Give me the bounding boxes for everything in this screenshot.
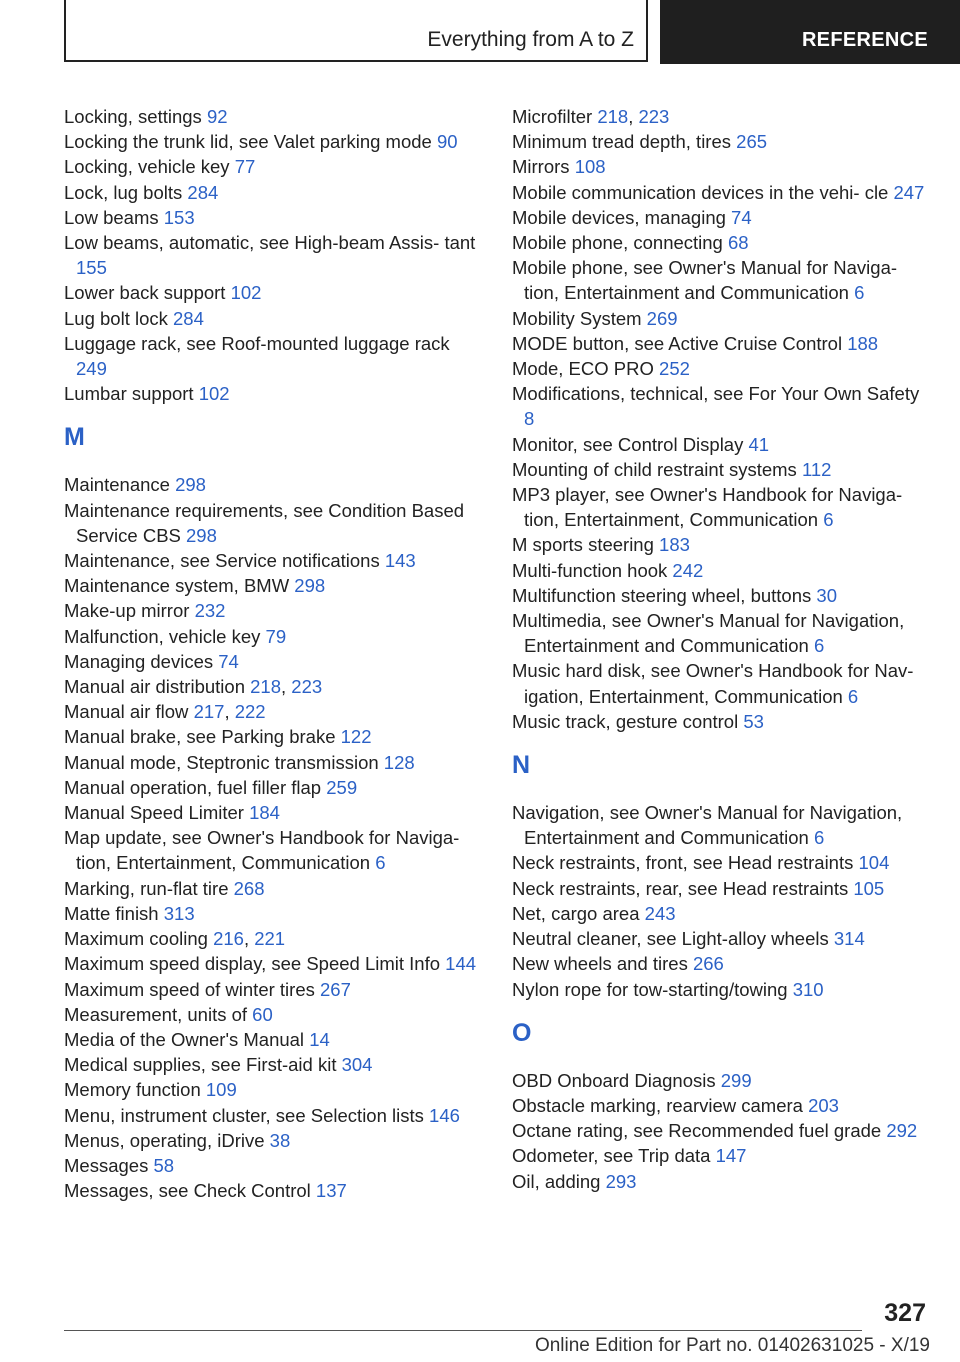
index-entry bbox=[512, 205, 932, 230]
page-reference-link[interactable]: 265 bbox=[736, 131, 768, 153]
index-entry bbox=[512, 800, 932, 850]
page-reference-link[interactable]: 102 bbox=[198, 383, 230, 405]
index-entry bbox=[64, 230, 484, 280]
index-entry-text: Neutral cleaner, see Light-alloy wheels bbox=[512, 928, 829, 950]
index-entry-text: Measurement, units of bbox=[64, 1003, 248, 1025]
index-entry-text: Manual mode, Steptronic transmission bbox=[64, 751, 379, 773]
index-entry-text: Maintenance requirements, see Condition Based Service CBS bbox=[64, 499, 465, 546]
index-entry bbox=[64, 154, 484, 179]
page-reference-link[interactable]: 74 bbox=[731, 206, 752, 228]
page-reference-link[interactable]: 243 bbox=[644, 902, 676, 924]
page-reference-link[interactable]: 314 bbox=[833, 928, 865, 950]
page-reference-link[interactable]: 6 bbox=[847, 685, 859, 707]
index-entry-text: Neck restraints, front, see Head restraints bbox=[512, 852, 854, 874]
page-reference-link[interactable]: 146 bbox=[429, 1104, 460, 1126]
index-entry-text: Lower back support bbox=[64, 282, 226, 304]
index-entry-text: Lock, lug bolts bbox=[64, 181, 183, 203]
page-reference-link[interactable]: 298 bbox=[294, 575, 326, 597]
index-entry bbox=[64, 306, 484, 331]
index-entry-text: Mode, ECO PRO bbox=[512, 358, 654, 380]
index-entry-text: Manual Speed Limiter bbox=[64, 802, 244, 824]
index-entry-text: Net, cargo area bbox=[512, 902, 640, 924]
index-entry-text: Obstacle marking, rearview camera bbox=[512, 1094, 803, 1116]
page-reference-link[interactable]: 284 bbox=[173, 307, 204, 329]
page-reference-link[interactable]: 266 bbox=[692, 953, 724, 975]
page-reference-link[interactable]: 6 bbox=[814, 827, 825, 849]
page-reference-link[interactable]: 183 bbox=[659, 534, 690, 556]
page-reference-link[interactable]: 222 bbox=[234, 701, 266, 723]
index-entry bbox=[64, 825, 484, 875]
page-reference-link[interactable]: 292 bbox=[886, 1120, 918, 1142]
page-separator: , bbox=[243, 928, 250, 950]
index-entry bbox=[512, 901, 932, 926]
index-entry bbox=[512, 482, 932, 532]
index-entry-text: Lug bolt lock bbox=[64, 307, 168, 329]
page-reference-link[interactable]: 298 bbox=[186, 524, 217, 546]
page-reference-link[interactable]: 299 bbox=[720, 1069, 752, 1091]
page-header bbox=[64, 0, 960, 66]
index-entry bbox=[512, 583, 932, 608]
index-entry bbox=[64, 205, 484, 230]
index-entry bbox=[512, 129, 932, 154]
footer-rule bbox=[64, 1330, 862, 1331]
page-reference-link[interactable]: 112 bbox=[801, 458, 832, 480]
index-entry-text: Memory function bbox=[64, 1079, 201, 1101]
chapter-tab bbox=[660, 0, 960, 64]
index-entry bbox=[512, 608, 932, 658]
index-entry-text: Locking, settings bbox=[64, 106, 202, 127]
index-entry bbox=[512, 658, 932, 708]
index-entry-text: Maximum cooling bbox=[64, 928, 208, 950]
page-reference-link[interactable]: 203 bbox=[808, 1094, 839, 1116]
index-entry-text: Malfunction, vehicle key bbox=[64, 625, 261, 647]
index-entry-text: Modifications, technical, see For Your Own Safety bbox=[512, 383, 920, 405]
page-reference-link[interactable]: 298 bbox=[175, 474, 206, 496]
index-entry bbox=[512, 1143, 932, 1168]
index-entry-text: Manual air flow bbox=[64, 701, 189, 723]
index-entry bbox=[512, 230, 932, 255]
page-reference-link[interactable]: 304 bbox=[341, 1054, 373, 1076]
footer-edition: Online Edition for Part no. 01402631025 - X/19 bbox=[534, 1335, 930, 1356]
index-entry-text: Maintenance bbox=[64, 474, 170, 496]
page-reference-link[interactable]: 313 bbox=[163, 902, 195, 924]
page-reference-link[interactable]: 8 bbox=[524, 408, 535, 430]
page-reference-link[interactable]: 109 bbox=[205, 1079, 237, 1101]
index-entry bbox=[64, 926, 484, 951]
index-entry-text: Mounting of child restraint systems bbox=[512, 458, 797, 480]
page-reference-link[interactable]: 79 bbox=[265, 625, 287, 647]
index-entry bbox=[64, 1002, 484, 1027]
page-reference-link[interactable]: 38 bbox=[269, 1129, 291, 1151]
index-letter-heading: M bbox=[64, 423, 85, 452]
index-entry bbox=[64, 1077, 484, 1102]
index-entry-text: Locking, vehicle key bbox=[64, 156, 230, 178]
page-reference-link[interactable]: 6 bbox=[814, 635, 825, 657]
index-entry-text: Multi-function hook bbox=[512, 559, 668, 581]
index-entry bbox=[64, 624, 484, 649]
page-reference-link[interactable]: 74 bbox=[218, 650, 239, 672]
page-reference-link[interactable]: 188 bbox=[847, 332, 879, 354]
index-entry bbox=[512, 457, 932, 482]
page-reference-link[interactable]: 217 bbox=[193, 701, 225, 723]
page-reference-link[interactable]: 108 bbox=[574, 156, 606, 178]
index-entry-text: Managing devices bbox=[64, 650, 214, 672]
index-entry bbox=[64, 775, 484, 800]
index-entry bbox=[64, 750, 484, 775]
index-entry bbox=[64, 598, 484, 623]
page-reference-link[interactable]: 105 bbox=[853, 877, 885, 899]
page-reference-link[interactable]: 218 bbox=[250, 676, 281, 698]
index-entry-text: New wheels and tires bbox=[512, 953, 688, 975]
page-reference-link[interactable]: 284 bbox=[187, 181, 219, 203]
index-entry-text: Matte finish bbox=[64, 902, 159, 924]
index-entry-text: Navigation, see Owner's Manual for Navigation, Entertainment and Communication bbox=[512, 802, 903, 849]
index-entry bbox=[64, 331, 484, 381]
page-reference-link[interactable]: 68 bbox=[728, 232, 749, 254]
index-entry bbox=[64, 724, 484, 749]
index-entry-text: OBD Onboard Diagnosis bbox=[512, 1069, 716, 1091]
page-reference-link[interactable]: 249 bbox=[76, 358, 107, 380]
index-entry-text: Marking, run-flat tire bbox=[64, 877, 229, 899]
page-reference-link[interactable]: 6 bbox=[823, 509, 834, 531]
index-entry bbox=[512, 977, 932, 1002]
index-entry bbox=[512, 850, 932, 875]
index-entry bbox=[64, 104, 484, 129]
index-entry-text: Mirrors bbox=[512, 156, 570, 178]
index-column-right bbox=[512, 104, 932, 1194]
index-entry bbox=[64, 951, 484, 976]
page-reference-link[interactable]: 221 bbox=[254, 928, 286, 950]
index-entry bbox=[64, 498, 484, 548]
index-entry bbox=[64, 180, 484, 205]
page-reference-link[interactable]: 53 bbox=[743, 710, 764, 732]
index-entry-text: Mobile devices, managing bbox=[512, 206, 726, 228]
page-reference-link[interactable]: 137 bbox=[315, 1180, 347, 1202]
index-entry-text: Microfilter bbox=[512, 106, 593, 127]
page-reference-link[interactable]: 92 bbox=[206, 106, 228, 127]
index-entry bbox=[64, 1103, 484, 1128]
index-entry-text: Messages, see Check Control bbox=[64, 1180, 311, 1202]
index-entry bbox=[64, 977, 484, 1002]
index-entry-text: Oil, adding bbox=[512, 1170, 601, 1192]
page-reference-link[interactable]: 218 bbox=[597, 106, 629, 127]
index-entry-text: Manual operation, fuel filler flap bbox=[64, 776, 322, 798]
page-reference-link[interactable]: 223 bbox=[291, 676, 323, 698]
page-reference-link[interactable]: 310 bbox=[792, 978, 824, 1000]
index-entry bbox=[64, 1027, 484, 1052]
page-reference-link[interactable]: 143 bbox=[384, 550, 416, 572]
page-reference-link[interactable]: 223 bbox=[638, 106, 670, 127]
page-reference-link[interactable]: 269 bbox=[646, 307, 678, 329]
index-entry-text: Medical supplies, see First-aid kit bbox=[64, 1054, 337, 1076]
index-entry-text: Make-up mirror bbox=[64, 600, 190, 622]
index-entry bbox=[64, 1178, 484, 1203]
index-entry bbox=[512, 255, 932, 305]
index-entry-text: Menus, operating, iDrive bbox=[64, 1129, 265, 1151]
index-entry-text: Mobile phone, see Owner's Manual for Naviga‐ tion, Entertainment and Communication bbox=[512, 257, 898, 304]
page-separator: , bbox=[281, 676, 287, 698]
index-entry bbox=[512, 1068, 932, 1093]
index-entry bbox=[512, 709, 932, 734]
index-entry-text: Maintenance, see Service notifications bbox=[64, 550, 380, 572]
index-entry bbox=[64, 280, 484, 305]
page-reference-link[interactable]: 6 bbox=[375, 852, 386, 874]
index-entry bbox=[64, 573, 484, 598]
index-entry-text: Menu, instrument cluster, see Selection lists bbox=[64, 1104, 424, 1126]
section-tab bbox=[64, 0, 648, 62]
section-title: Everything from A to Z bbox=[427, 28, 634, 51]
index-entry-text: Maximum speed of winter tires bbox=[64, 978, 315, 1000]
page-reference-link[interactable]: 268 bbox=[233, 877, 265, 899]
index-entry-text: Music track, gesture control bbox=[512, 710, 739, 732]
page-separator: , bbox=[224, 701, 230, 723]
index-entry bbox=[64, 699, 484, 724]
page-reference-link[interactable]: 41 bbox=[748, 433, 770, 455]
page-reference-link[interactable]: 90 bbox=[436, 131, 458, 153]
index-letter-heading: O bbox=[512, 1018, 532, 1047]
page-reference-link[interactable]: 267 bbox=[320, 978, 351, 1000]
index-entry bbox=[512, 331, 932, 356]
index-entry-text: Music hard disk, see Owner's Handbook for Nav‐ igation, Entertainment, Communication bbox=[512, 660, 914, 707]
index-entry bbox=[512, 306, 932, 331]
index-entry-text: Neck restraints, rear, see Head restraints bbox=[512, 877, 849, 899]
chapter-title: REFERENCE bbox=[801, 29, 928, 51]
index-entry bbox=[512, 926, 932, 951]
index-entry bbox=[512, 154, 932, 179]
page-reference-link[interactable]: 60 bbox=[252, 1003, 273, 1025]
page-reference-link[interactable]: 58 bbox=[153, 1154, 175, 1176]
index-entry bbox=[64, 876, 484, 901]
page-separator: , bbox=[628, 106, 634, 127]
index-entry-text: Lumbar support bbox=[64, 383, 194, 405]
page-reference-link[interactable]: 14 bbox=[309, 1028, 330, 1050]
page-reference-link[interactable]: 77 bbox=[234, 156, 256, 178]
index-entry bbox=[512, 432, 932, 457]
index-entry bbox=[512, 180, 932, 205]
index-entry bbox=[64, 1052, 484, 1077]
index-entry bbox=[64, 800, 484, 825]
index-entry bbox=[512, 381, 932, 431]
index-entry-text: Low beams, automatic, see High-beam Assis‐ tant bbox=[64, 232, 476, 254]
index-entry-text: Media of the Owner's Manual bbox=[64, 1028, 305, 1050]
page-number: 327 bbox=[884, 1299, 926, 1327]
index-entry bbox=[512, 104, 932, 129]
index-entry bbox=[512, 1093, 932, 1118]
index-entry-text: Luggage rack, see Roof-mounted luggage rack bbox=[64, 332, 450, 354]
page-reference-link[interactable]: 259 bbox=[326, 776, 358, 798]
page-reference-link[interactable]: 30 bbox=[816, 584, 837, 606]
index-entry-text: Manual brake, see Parking brake bbox=[64, 726, 336, 748]
index-entry-text: M sports steering bbox=[512, 534, 654, 556]
page-reference-link[interactable]: 153 bbox=[163, 206, 195, 228]
index-entry bbox=[512, 1169, 932, 1194]
page-reference-link[interactable]: 128 bbox=[383, 751, 415, 773]
index-entry bbox=[512, 532, 932, 557]
index-entry-text: Minimum tread depth, tires bbox=[512, 131, 732, 153]
page-reference-link[interactable]: 104 bbox=[858, 852, 890, 874]
index-entry-text: Monitor, see Control Display bbox=[512, 433, 744, 455]
index-entry bbox=[64, 548, 484, 573]
index-entry bbox=[512, 1118, 932, 1143]
index-entry-text: MP3 player, see Owner's Handbook for Naviga‐ tion, Entertainment, Communication bbox=[512, 484, 903, 531]
page-reference-link[interactable]: 147 bbox=[715, 1145, 747, 1167]
index-entry-text: Maximum speed display, see Speed Limit Info bbox=[64, 953, 441, 975]
page-reference-link[interactable]: 6 bbox=[854, 282, 865, 304]
index-letter-heading: N bbox=[512, 751, 531, 780]
index-entry-text: Low beams bbox=[64, 206, 159, 228]
index-entry-text: Locking the trunk lid, see Valet parking mode bbox=[64, 131, 432, 153]
index-entry-text: Multimedia, see Owner's Manual for Navigation, Entertainment and Communication bbox=[512, 610, 905, 657]
index-column-left bbox=[64, 104, 484, 1203]
index-entry bbox=[512, 558, 932, 583]
index-entry-text: Map update, see Owner's Handbook for Naviga‐ tion, Entertainment, Communication bbox=[64, 827, 460, 874]
index-entry-text: Nylon rope for tow-starting/towing bbox=[512, 978, 788, 1000]
index-entry bbox=[512, 876, 932, 901]
page-reference-link[interactable]: 232 bbox=[194, 600, 226, 622]
index-entry-text: MODE button, see Active Cruise Control bbox=[512, 332, 843, 354]
index-entry-text: Mobile communication devices in the vehi‐ cle bbox=[512, 181, 889, 203]
index-entry bbox=[64, 901, 484, 926]
index-entry-text: Odometer, see Trip data bbox=[512, 1145, 711, 1167]
page-reference-link[interactable]: 252 bbox=[659, 358, 690, 380]
page-reference-link[interactable]: 155 bbox=[76, 257, 107, 279]
index-entry-text: Multifunction steering wheel, buttons bbox=[512, 584, 812, 606]
index-entry bbox=[64, 674, 484, 699]
page-reference-link[interactable]: 184 bbox=[249, 802, 280, 824]
index-entry-text: Maintenance system, BMW bbox=[64, 575, 290, 597]
index-entry bbox=[64, 1128, 484, 1153]
index-entry-text: Messages bbox=[64, 1154, 149, 1176]
page-reference-link[interactable]: 102 bbox=[230, 282, 262, 304]
index-entry bbox=[64, 472, 484, 497]
index-entry bbox=[512, 951, 932, 976]
page-reference-link[interactable]: 122 bbox=[340, 726, 372, 748]
index-entry-text: Octane rating, see Recommended fuel grade bbox=[512, 1120, 882, 1142]
index-entry-text: Mobile phone, connecting bbox=[512, 232, 723, 254]
page-reference-link[interactable]: 216 bbox=[213, 928, 244, 950]
index-entry bbox=[64, 129, 484, 154]
page-reference-link[interactable]: 242 bbox=[672, 559, 704, 581]
page-reference-link[interactable]: 144 bbox=[445, 953, 477, 975]
index-entry bbox=[64, 649, 484, 674]
index-entry-text: Mobility System bbox=[512, 307, 642, 329]
index-entry bbox=[64, 1153, 484, 1178]
index-entry-text: Manual air distribution bbox=[64, 676, 245, 698]
page-reference-link[interactable]: 247 bbox=[893, 181, 925, 203]
page-reference-link[interactable]: 293 bbox=[605, 1170, 637, 1192]
index-entry bbox=[64, 381, 484, 406]
index-entry bbox=[512, 356, 932, 381]
